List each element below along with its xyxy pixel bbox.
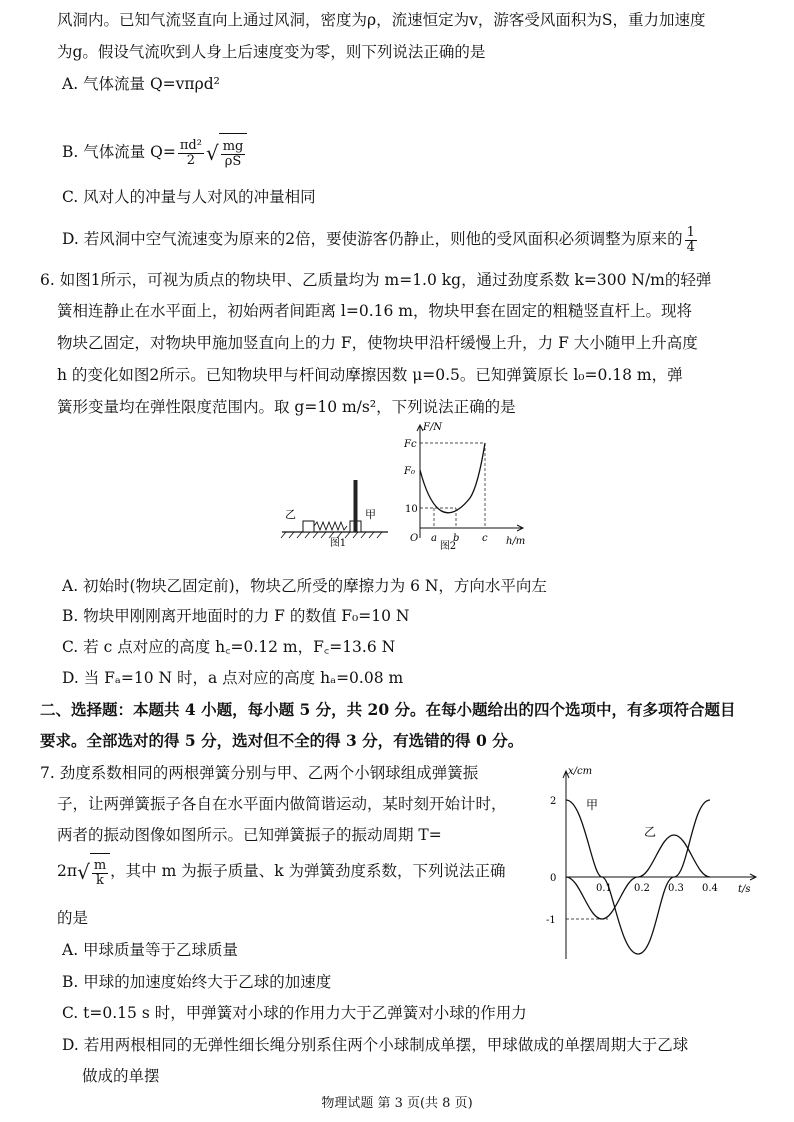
section-2-header-line2: 要求。全部选对的得 5 分，选对但不全的得 3 分，有选错的得 0 分。 [40, 731, 524, 750]
label-b: b [453, 533, 460, 544]
page-footer: 物理试题 第 3 页(共 8 页) [321, 1096, 473, 1111]
y-tick-0: 0 [550, 873, 557, 884]
q6-line1: 6. 如图1所示，可视为质点的物块甲、乙质量均为 m=1.0 kg，通过劲度系数 k=300 N/m的轻弹 [40, 271, 712, 289]
q7-line2: 子，让两弹簧振子各自在水平面内做简谐运动，某时刻开始计时， [57, 795, 507, 813]
x-axis-label: t/s [738, 884, 751, 895]
figure-1-caption: 图1 [329, 538, 347, 549]
section-2-header-line1: 二、选择题：本题共 4 小题，每小题 5 分，共 20 分。在每小题给出的四个选项中，有多项符合题目 [40, 700, 736, 719]
q7-option-b: B. 甲球的加速度始终大于乙球的加速度 [62, 973, 332, 991]
x-tick-0.3: 0.3 [668, 883, 684, 894]
q6-option-d: D. 当 Fₐ=10 N 时，a 点对应的高度 hₐ=0.08 m [62, 669, 404, 687]
label-jia: 甲 [365, 508, 376, 521]
q7-option-a: A. 甲球质量等于乙球质量 [62, 941, 239, 959]
q6-figure-2 [398, 420, 533, 550]
label-a: a [431, 533, 437, 544]
q5-option-b [62, 132, 247, 174]
sqrt-symbol: √ [205, 141, 219, 165]
sqrt-denominator: k [96, 873, 104, 888]
x-tick-0.1: 0.1 [596, 883, 612, 894]
q7-line1: 7. 劲度系数相同的两根弹簧分别与甲、乙两个小钢球组成弹簧振 [40, 764, 479, 782]
q7-line4 [57, 852, 506, 892]
sqrt-numerator: mg [222, 139, 244, 154]
q7-line4-text: ，其中 m 为振子质量、k 为弹簧劲度系数，下列说法正确 [110, 862, 506, 880]
two-pi: 2π [57, 862, 78, 880]
q6-line3: 物块乙固定，对物块甲施加竖直向上的力 F，使物块甲沿杆缓慢上升，力 F 大小随甲上升高度 [57, 334, 698, 352]
fraction-denominator: 4 [686, 239, 695, 255]
y-tick-minus-1: -1 [546, 915, 556, 926]
q5-line1: 风洞内。已知气流竖直向上通过风洞，密度为ρ，流速恒定为v，游客受风面积为S，重力加速度 [57, 11, 706, 29]
label-fc: Fc [404, 439, 417, 450]
sqrt-numerator: m [93, 858, 107, 873]
q7-oscillation-graph [536, 764, 766, 964]
q5-option-d-fraction [685, 226, 697, 255]
q6-figure-1 [280, 440, 395, 550]
q5-line2: 为g。假设气流吹到人身上后速度变为零，则下列说法正确的是 [57, 43, 486, 61]
q6-line4: h 的变化如图2所示。已知物块甲与杆间动摩擦因数 μ=0.5。已知弹簧原长 l₀=0.18 m，弹 [57, 366, 683, 384]
label-f0: F₀ [404, 466, 415, 477]
q5-option-c: C. 风对人的冲量与人对风的冲量相同 [62, 188, 316, 206]
x-tick-0.2: 0.2 [634, 883, 650, 894]
spring [314, 522, 347, 530]
q6-option-c: C. 若 c 点对应的高度 h꜀=0.12 m，F꜀=13.6 N [62, 638, 396, 656]
q7-line5: 的是 [57, 909, 89, 927]
y-axis-label: x/cm [568, 766, 593, 777]
q7-option-d-line2: 做成的单摆 [82, 1067, 160, 1085]
q6-option-a: A. 初始时(物块乙固定前)，物块乙所受的摩擦力为 6 N，方向水平向左 [62, 577, 547, 595]
label-jia: 甲 [586, 798, 599, 812]
x-tick-0.4: 0.4 [702, 883, 718, 894]
label-c: c [482, 533, 488, 544]
label-yi: 乙 [285, 508, 296, 521]
figure-2-caption: 图2 [439, 541, 457, 550]
block-yi [303, 521, 314, 532]
q7-line3: 两者的振动图像如图所示。已知弹簧振子的振动周期 T= [57, 826, 442, 844]
q7-option-d-line1: D. 若用两根相同的无弹性细长绳分别系住两个小球制成单摆，甲球做成的单摆周期大于乙球 [62, 1036, 689, 1054]
sqrt-symbol: √ [77, 860, 90, 884]
y-axis-label: F/N [423, 422, 443, 433]
q5-option-b-fraction [178, 139, 204, 168]
q5-option-a: A. 气体流量 Q=vπρd² [62, 75, 220, 93]
fraction-numerator: πd² [179, 137, 202, 153]
q5-option-b-sqrt [219, 133, 248, 174]
fraction-numerator: 1 [686, 224, 695, 240]
label-yi: 乙 [644, 825, 657, 839]
q6-line2: 簧相连静止在水平面上，初始两者间距离 l=0.16 m，物块甲套在固定的粗糙竖直杆上。现将 [57, 302, 693, 320]
force-curve [420, 443, 485, 513]
label-10: 10 [405, 504, 418, 515]
q5-option-d-text: D. 若风洞中空气流速变为原来的2倍，要使游客仍静止，则他的受风面积必须调整为原来的 [62, 230, 683, 248]
q7-sqrt [90, 853, 110, 892]
q7-option-c: C. t=0.15 s 时，甲弹簧对小球的作用力大于乙弹簧对小球的作用力 [62, 1004, 527, 1022]
sqrt-denominator: ρS [224, 154, 242, 169]
x-axis-label: h/m [506, 536, 526, 547]
label-origin: O [410, 533, 419, 544]
q5-option-d [62, 222, 699, 256]
vertical-rod [354, 480, 358, 532]
y-tick-2: 2 [550, 796, 557, 807]
q6-option-b: B. 物块甲刚刚离开地面时的力 F 的数值 F₀=10 N [62, 607, 410, 625]
q5-option-b-label: B. 气体流量 Q= [62, 143, 176, 161]
fraction-denominator: 2 [186, 152, 196, 168]
q6-line5: 簧形变量均在弹性限度范围内。取 g=10 m/s²，下列说法正确的是 [57, 398, 516, 416]
